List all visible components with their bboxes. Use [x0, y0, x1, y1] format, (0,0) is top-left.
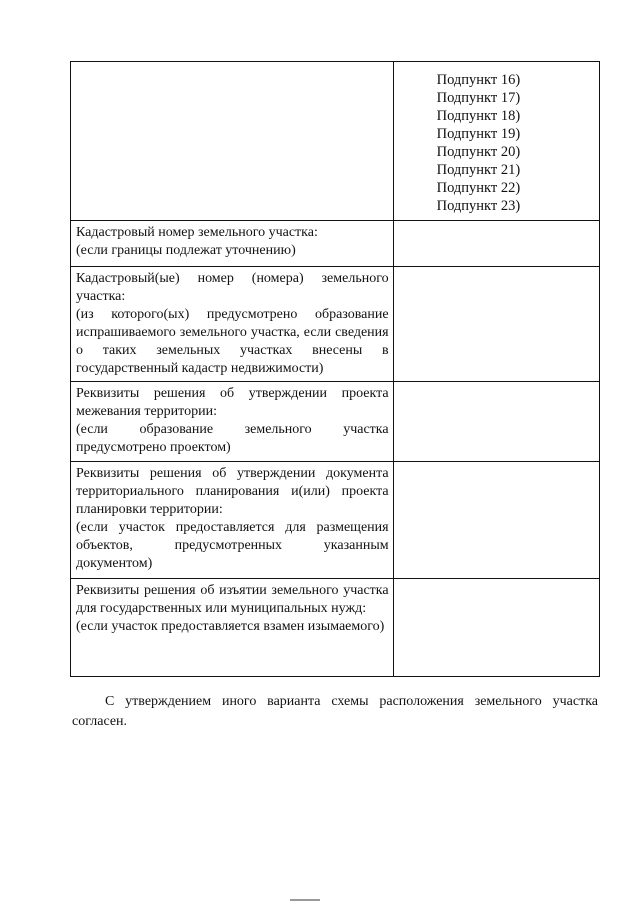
- list-item: Подпункт 17): [436, 90, 521, 106]
- row-value: [393, 382, 599, 462]
- table-row: [71, 62, 600, 221]
- subitems-cell: [393, 62, 599, 221]
- table-row: [71, 579, 600, 677]
- table-row: [71, 382, 600, 462]
- list-item: Подпункт 23): [436, 198, 521, 214]
- row-label-text: Кадастровый номер земельного участка: (если границы подлежат уточнению): [76, 225, 318, 258]
- consent-paragraph: С утверждением иного варианта схемы расположения земельного участка согласен.: [72, 694, 598, 729]
- list-item: Подпункт 19): [436, 126, 521, 142]
- row-value: [393, 267, 599, 382]
- row-label: [71, 579, 394, 677]
- row-value: [393, 221, 599, 267]
- row-label: [71, 221, 394, 267]
- row-label-text: Кадастровый(ые) номер (номера) земельного участка: (из которого(ых) предусмотрено образование испрашиваемого земельного участка, если сведения о таких земельных участках внесены в государственный кадастр недвижимости): [76, 271, 389, 376]
- table-row: [71, 221, 600, 267]
- list-item: Подпункт 21): [436, 162, 521, 178]
- row-value: [393, 579, 599, 677]
- row-label: [71, 267, 394, 382]
- empty-label-cell: [71, 62, 394, 221]
- row-label: [71, 382, 394, 462]
- scan-artifact: [290, 899, 320, 901]
- table-row: [71, 267, 600, 382]
- form-table: [70, 61, 600, 677]
- row-label: [71, 462, 394, 579]
- row-label-text: Реквизиты решения об изъятии земельного участка для государственных или муниципальных нужд: (если участок предоставляется взамен изымаемого): [76, 583, 389, 634]
- list-item: Подпункт 16): [436, 72, 521, 88]
- row-label-text: Реквизиты решения об утверждении проекта межевания территории: (если образование земельного участка предусмотрено проектом): [76, 386, 389, 455]
- list-item: Подпункт 22): [436, 180, 521, 196]
- table-row: [71, 462, 600, 579]
- list-item: Подпункт 18): [436, 108, 521, 124]
- list-item: Подпункт 20): [436, 144, 521, 160]
- row-label-text: Реквизиты решения об утверждении документа территориального планирования и(или) проекта планировки территории: (если участок предоставляется для размещения объектов, предусмотренных указанным документом): [76, 466, 389, 571]
- row-value: [393, 462, 599, 579]
- subitem-list: [399, 71, 595, 215]
